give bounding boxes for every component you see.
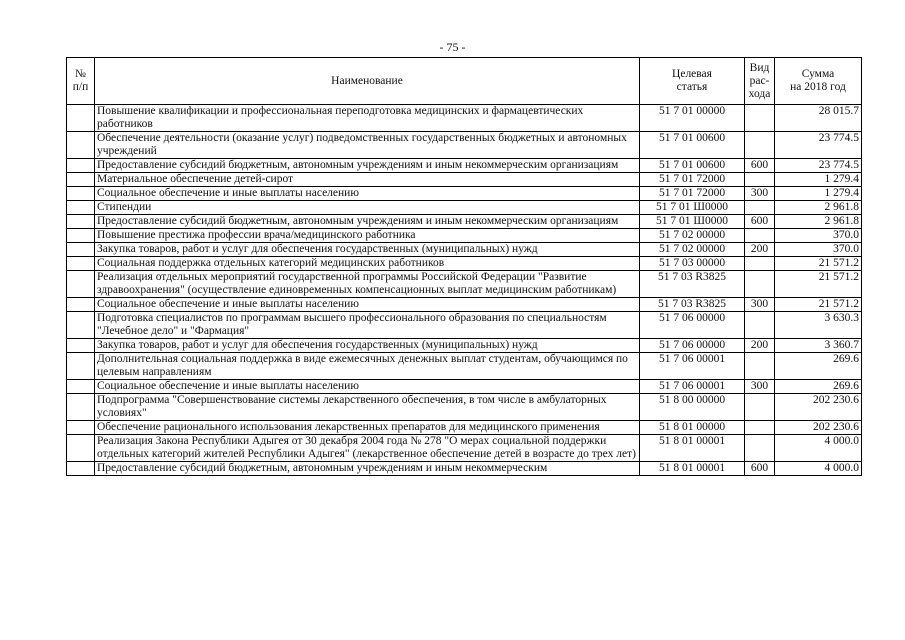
- row-expense-type-cell: [745, 421, 775, 435]
- row-number-cell: [67, 132, 95, 159]
- row-number-cell: [67, 339, 95, 353]
- row-expense-type-cell: 200: [745, 339, 775, 353]
- row-sum-cell: 269.6: [775, 353, 862, 380]
- row-expense-type-cell: 600: [745, 462, 775, 476]
- row-expense-type-cell: 300: [745, 187, 775, 201]
- row-expense-type-cell: [745, 173, 775, 187]
- table-row: [67, 312, 862, 339]
- table-row: [67, 271, 862, 298]
- row-expense-type-cell: 600: [745, 215, 775, 229]
- row-sum-cell: 21 571.2: [775, 298, 862, 312]
- row-name-cell: Закупка товаров, работ и услуг для обеспечения государственных (муниципальных) нужд: [95, 243, 640, 257]
- row-name-cell: Обеспечение рационального использования лекарственных препаратов для медицинского применения: [95, 421, 640, 435]
- table-row: [67, 257, 862, 271]
- row-target-article-cell: 51 7 01 00000: [640, 105, 745, 132]
- row-expense-type-cell: [745, 229, 775, 243]
- row-name-cell: Социальная поддержка отдельных категорий медицинских работников: [95, 257, 640, 271]
- row-number-cell: [67, 187, 95, 201]
- header-expense-type: [745, 58, 775, 105]
- row-number-cell: [67, 394, 95, 421]
- row-number-cell: [67, 159, 95, 173]
- row-sum-cell: 3 360.7: [775, 339, 862, 353]
- row-number-cell: [67, 215, 95, 229]
- row-sum-cell: 21 571.2: [775, 257, 862, 271]
- table-row: [67, 394, 862, 421]
- row-number-cell: [67, 435, 95, 462]
- row-number-cell: [67, 421, 95, 435]
- row-target-article-cell: 51 7 01 00600: [640, 132, 745, 159]
- header-sum-line: на 2018 год: [790, 81, 846, 93]
- table-row: [67, 159, 862, 173]
- header-type-line: хода: [748, 87, 771, 100]
- row-name-cell: Подпрограмма "Совершенствование системы лекарственного обеспечения, в том числе в амбулаторных условиях": [95, 394, 640, 421]
- row-sum-cell: 370.0: [775, 243, 862, 257]
- table-row: [67, 229, 862, 243]
- row-expense-type-cell: 300: [745, 298, 775, 312]
- row-target-article-cell: 51 7 03 R3825: [640, 298, 745, 312]
- row-name-cell: Закупка товаров, работ и услуг для обеспечения государственных (муниципальных) нужд: [95, 339, 640, 353]
- row-expense-type-cell: [745, 394, 775, 421]
- page-number: - 75 -: [439, 40, 466, 54]
- table-row: [67, 353, 862, 380]
- row-sum-cell: 4 000.0: [775, 462, 862, 476]
- row-expense-type-cell: [745, 271, 775, 298]
- row-number-cell: [67, 201, 95, 215]
- header-target-article: [640, 58, 745, 105]
- row-expense-type-cell: 200: [745, 243, 775, 257]
- row-target-article-cell: 51 7 06 00001: [640, 380, 745, 394]
- row-number-cell: [67, 298, 95, 312]
- row-sum-cell: 2 961.8: [775, 215, 862, 229]
- row-target-article-cell: 51 7 02 00000: [640, 229, 745, 243]
- table-row: [67, 132, 862, 159]
- header-type-line: Вид: [749, 61, 770, 74]
- row-number-cell: [67, 462, 95, 476]
- budget-table: [66, 57, 862, 476]
- row-name-cell: Подготовка специалистов по программам высшего профессионального образования по специальностям "Лечебное дело" и "Фармация": [95, 312, 640, 339]
- row-target-article-cell: 51 8 01 00001: [640, 462, 745, 476]
- header-sum-line: Сумма: [801, 68, 835, 80]
- row-sum-cell: 202 230.6: [775, 394, 862, 421]
- row-target-article-cell: 51 7 06 00000: [640, 312, 745, 339]
- table-row: [67, 462, 862, 476]
- row-expense-type-cell: [745, 201, 775, 215]
- row-sum-cell: 269.6: [775, 380, 862, 394]
- row-name-cell: Обеспечение деятельности (оказание услуг) подведомственных государственных бюджетных и автономных учреждений: [95, 132, 640, 159]
- header-code-line: статья: [676, 81, 708, 93]
- header-number: [67, 58, 95, 105]
- row-target-article-cell: 51 8 01 00000: [640, 421, 745, 435]
- row-sum-cell: 370.0: [775, 229, 862, 243]
- row-target-article-cell: 51 8 00 00000: [640, 394, 745, 421]
- row-name-cell: Реализация Закона Республики Адыгея от 30 декабря 2004 года № 278 "О мерах социальной поддержки отдельных категорий жителей Республики Адыгея" (лекарственное обеспечение детей в возрасте до трех лет): [95, 435, 640, 462]
- row-sum-cell: 4 000.0: [775, 435, 862, 462]
- row-expense-type-cell: 600: [745, 159, 775, 173]
- table-row: [67, 380, 862, 394]
- row-number-cell: [67, 271, 95, 298]
- header-type-line: рас-: [749, 74, 770, 87]
- table-row: [67, 298, 862, 312]
- row-name-cell: Дополнительная социальная поддержка в виде ежемесячных денежных выплат студентам, обучающимся по целевым направлениям: [95, 353, 640, 380]
- row-name-cell: Предоставление субсидий бюджетным, автономным учреждениям и иным некоммерческим организациям: [95, 159, 640, 173]
- row-target-article-cell: 51 7 06 00001: [640, 353, 745, 380]
- row-target-article-cell: 51 7 01 72000: [640, 187, 745, 201]
- table-row: [67, 201, 862, 215]
- header-number-line: №: [75, 68, 86, 80]
- row-name-cell: Социальное обеспечение и иные выплаты населению: [95, 380, 640, 394]
- row-sum-cell: 23 774.5: [775, 132, 862, 159]
- table-row: [67, 421, 862, 435]
- row-number-cell: [67, 243, 95, 257]
- row-target-article-cell: 51 7 01 00600: [640, 159, 745, 173]
- row-number-cell: [67, 173, 95, 187]
- row-name-cell: Повышение престижа профессии врача/медицинского работника: [95, 229, 640, 243]
- row-sum-cell: 3 630.3: [775, 312, 862, 339]
- table-row: [67, 243, 862, 257]
- table-header-row: [67, 58, 862, 105]
- row-number-cell: [67, 257, 95, 271]
- table-row: [67, 215, 862, 229]
- row-sum-cell: 21 571.2: [775, 271, 862, 298]
- header-sum: [775, 58, 862, 105]
- row-sum-cell: 28 015.7: [775, 105, 862, 132]
- row-sum-cell: 2 961.8: [775, 201, 862, 215]
- row-expense-type-cell: [745, 353, 775, 380]
- row-target-article-cell: 51 8 01 00001: [640, 435, 745, 462]
- header-name: Наименование: [95, 58, 640, 105]
- row-number-cell: [67, 380, 95, 394]
- row-number-cell: [67, 312, 95, 339]
- row-target-article-cell: 51 7 03 00000: [640, 257, 745, 271]
- row-sum-cell: 23 774.5: [775, 159, 862, 173]
- row-target-article-cell: 51 7 01 72000: [640, 173, 745, 187]
- row-expense-type-cell: [745, 105, 775, 132]
- table-row: [67, 173, 862, 187]
- row-name-cell: Предоставление субсидий бюджетным, автономным учреждениям и иным некоммерческим организациям: [95, 215, 640, 229]
- row-name-cell: Социальное обеспечение и иные выплаты населению: [95, 298, 640, 312]
- row-number-cell: [67, 105, 95, 132]
- row-expense-type-cell: [745, 312, 775, 339]
- row-target-article-cell: 51 7 06 00000: [640, 339, 745, 353]
- row-expense-type-cell: [745, 257, 775, 271]
- row-name-cell: Реализация отдельных мероприятий государственной программы Российской Федерации "Развитие здравоохранения" (осуществление единовременных компенсационных выплат медицинским работникам): [95, 271, 640, 298]
- row-sum-cell: 1 279.4: [775, 187, 862, 201]
- row-number-cell: [67, 353, 95, 380]
- row-sum-cell: 202 230.6: [775, 421, 862, 435]
- row-expense-type-cell: 300: [745, 380, 775, 394]
- row-expense-type-cell: [745, 132, 775, 159]
- row-name-cell: Предоставление субсидий бюджетным, автономным учреждениям и иным некоммерческим: [95, 462, 640, 476]
- row-name-cell: Социальное обеспечение и иные выплаты населению: [95, 187, 640, 201]
- row-target-article-cell: 51 7 01 Ш0000: [640, 201, 745, 215]
- row-target-article-cell: 51 7 03 R3825: [640, 271, 745, 298]
- table-row: [67, 435, 862, 462]
- row-name-cell: Повышение квалификации и профессиональная переподготовка медицинских и фармацевтических работников: [95, 105, 640, 132]
- table-row: [67, 187, 862, 201]
- row-sum-cell: 1 279.4: [775, 173, 862, 187]
- header-code-line: Целевая: [672, 68, 712, 80]
- row-target-article-cell: 51 7 02 00000: [640, 243, 745, 257]
- row-expense-type-cell: [745, 435, 775, 462]
- row-name-cell: Стипендии: [95, 201, 640, 215]
- header-number-line: п/п: [72, 81, 89, 93]
- table-row: [67, 105, 862, 132]
- row-target-article-cell: 51 7 01 Ш0000: [640, 215, 745, 229]
- row-number-cell: [67, 229, 95, 243]
- row-name-cell: Материальное обеспечение детей-сирот: [95, 173, 640, 187]
- table-row: [67, 339, 862, 353]
